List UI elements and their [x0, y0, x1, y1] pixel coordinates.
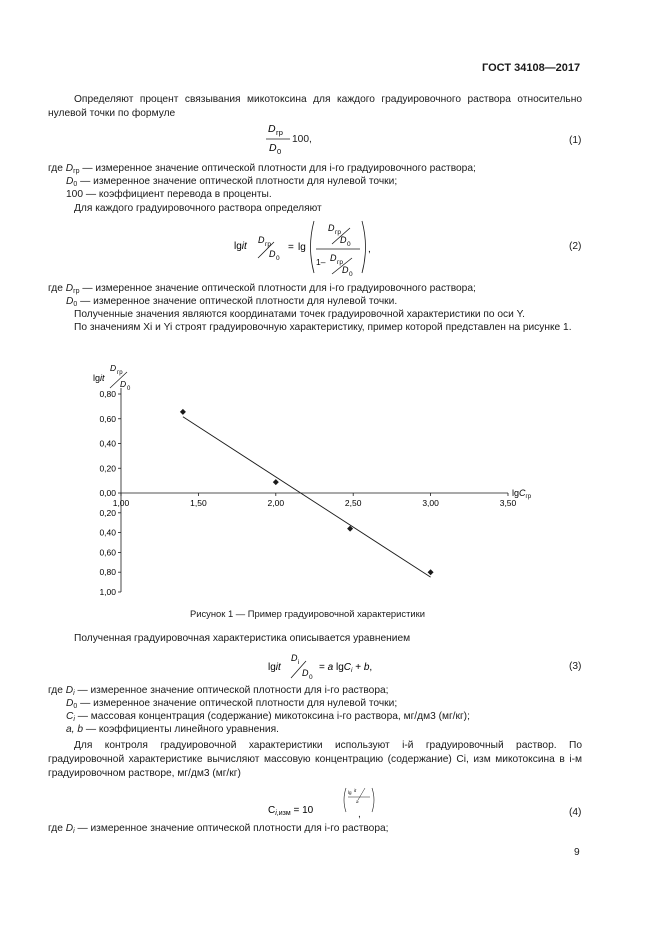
formula-3-number: (3) — [569, 661, 582, 672]
def3-ab — [66, 723, 279, 736]
svg-text:1–: 1– — [316, 257, 326, 267]
y-tick-label: 0,60 — [99, 413, 116, 424]
def4-di-text: — измеренное значение оптической плотности для i-го раствора; — [77, 823, 389, 834]
calibration-chart — [80, 360, 560, 605]
svg-text:D: D — [120, 379, 127, 389]
svg-text:D: D — [268, 123, 276, 135]
svg-text:D: D — [342, 265, 349, 275]
svg-text:,: , — [368, 244, 371, 255]
svg-text:0: 0 — [127, 386, 131, 392]
data-point — [428, 569, 434, 575]
data-point — [273, 479, 279, 485]
data-point — [180, 409, 186, 415]
def1-hundred-text: — коэффициент перевода в проценты. — [85, 189, 272, 200]
def1-hundred-sym: 100 — [66, 189, 83, 200]
svg-text:гр: гр — [276, 128, 283, 137]
def4-di: где $D_i$ — измеренное значение оптической плотности для i-го раствора; — [48, 823, 389, 835]
def3-ci: $C_i$ — массовая концентрация (содержание) микотоксина i-го раствора, мг/дм3 (мг/кг); — [66, 711, 470, 723]
svg-text:гр: гр — [117, 370, 123, 376]
def3-di: где $D_i$ — измеренное значение оптической плотности для i-го раствора; — [48, 685, 389, 697]
svg-text:0: 0 — [347, 241, 351, 248]
def3-ab-text: — коэффициенты линейного уравнения. — [85, 724, 279, 735]
svg-text:D: D — [302, 668, 309, 678]
svg-text:Ci,изм = 10: $C_i,изм = 10$ — [268, 805, 314, 817]
def2-d0: $D_0$ — измеренное значение оптической плотности для нулевой точки. — [66, 296, 398, 308]
svg-text:=: = — [288, 242, 294, 253]
x-tick-label: 2,00 — [267, 498, 285, 508]
formula-3-expression — [266, 648, 416, 682]
def2-dgr-text: — измеренное значение оптической плотности для i-го градуировочного раствора; — [82, 283, 476, 294]
svg-text:D: D — [269, 249, 276, 259]
svg-text:0: 0 — [309, 674, 313, 681]
x-tick-label: 1,00 — [112, 498, 130, 508]
svg-text:= a lgCi + b,: = a lgC$_i$ + b, — [319, 662, 373, 674]
def3-ab-sym: a, b — [66, 724, 83, 735]
formula-2-expression — [228, 216, 378, 278]
def1-d0-text: — измеренное значение оптической плотности для нулевой точки; — [80, 176, 398, 187]
figure-caption: Рисунок 1 — Пример градуировочной характеристики — [190, 608, 425, 619]
svg-text:гр: гр — [337, 259, 343, 266]
def2-d0-text: — измеренное значение оптической плотности для нулевой точки. — [80, 296, 398, 307]
def1-d0: $D_0$ — измеренное значение оптической плотности для нулевой точки; — [66, 176, 398, 188]
intro-paragraph: Определяют процент связывания микотоксина для каждого градуировочного раствора относительно нулевой точки по формуле — [48, 94, 582, 119]
def3-d0-text: — измеренное значение оптической плотности для нулевой точки; — [80, 698, 398, 709]
y-tick-label: 0,20 — [99, 463, 116, 474]
y-tick-label: 0,00 — [99, 488, 116, 498]
svg-text:a: a — [356, 799, 359, 804]
standard-header: ГОСТ 34108—2017 — [482, 62, 581, 74]
formula-2-number: (2) — [569, 241, 582, 252]
svg-text:D: D — [291, 653, 298, 663]
def3-d0: $D_0$ — измеренное значение оптической плотности для нулевой точки; — [66, 698, 398, 710]
y-tick-label: 0,80 — [99, 389, 116, 399]
svg-text:lgit: lgit — [268, 662, 281, 673]
formula-1-number: (1) — [569, 135, 582, 146]
def3-ci-text: — массовая концентрация (содержание) микотоксина i-го раствора, мг/дм3 (мг/кг); — [77, 711, 470, 722]
def1-dgr-text: — измеренное значение оптической плотности для i-го градуировочного раствора; — [82, 163, 476, 174]
svg-text:lgit: lgit — [234, 241, 247, 252]
para-build: По значениям Xi и Yi строят градуировочную характеристику, пример которой представлен на рисунке 1. — [74, 322, 572, 333]
para-eq: Полученная градуировочная характеристика описывается уравнением — [74, 633, 411, 644]
y-tick-label: 1,00 — [99, 587, 116, 597]
def2-dgr: где $D_{гр}$ — измеренное значение оптической плотности для i-го градуировочного раствора; — [48, 283, 476, 295]
svg-text:D: D — [258, 235, 265, 245]
svg-text:D: D — [328, 223, 335, 233]
formula-4-number: (4) — [569, 807, 582, 818]
svg-text:D: D — [269, 142, 277, 154]
svg-text:0: 0 — [349, 271, 353, 278]
para-coords: Полученные значения являются координатами точек градуировочной характеристики по оси Y. — [74, 309, 525, 320]
formula-2-lg: lg — [298, 242, 306, 253]
x-tick-label: 3,00 — [422, 498, 439, 508]
svg-text:i: i — [298, 659, 300, 666]
svg-text:lgit: lgit — [93, 373, 105, 383]
svg-text:lg: lg — [348, 790, 352, 795]
svg-text:D: D — [340, 235, 347, 245]
svg-text:гр: гр — [335, 229, 341, 236]
y-tick-label: 0,60 — [99, 547, 116, 558]
fit-line — [183, 417, 431, 577]
svg-text:it: it — [354, 788, 357, 793]
y-tick-label: 0,20 — [99, 507, 116, 518]
x-tick-label: 2,50 — [344, 498, 362, 508]
svg-text:гр: гр — [265, 241, 271, 248]
page-number: 9 — [574, 847, 580, 858]
svg-text:0: 0 — [277, 147, 282, 156]
def3-di-text: — измеренное значение оптической плотности для i-го раствора; — [77, 685, 389, 696]
y-tick-label: 0,40 — [99, 438, 116, 449]
x-tick-label: 1,50 — [190, 498, 207, 508]
svg-text:D: D — [110, 363, 117, 373]
y-tick-label: 0,80 — [99, 567, 116, 578]
def1-dgr: где $D_{гр}$ — измеренное значение оптической плотности для i-го градуировочного раствора; — [48, 163, 476, 175]
x-axis-label: lgC$_{гр}$ — [512, 488, 532, 500]
x-tick-label: 3,50 — [499, 498, 517, 508]
svg-text:0: 0 — [276, 255, 280, 262]
para-each: Для каждого градуировочного раствора определяют — [74, 203, 322, 214]
svg-text:D: D — [330, 253, 337, 263]
formula-1-factor: 100, — [292, 134, 312, 145]
def1-hundred — [66, 188, 272, 201]
y-tick-label: 0,40 — [99, 527, 116, 538]
para-control: Для контроля градуировочной характеристики используют i-й градуировочный раствор. По градуировочной характеристике вычисляют массовую концентрацию (содержание) Ci, изм микотоксина в i-м градуировочном растворе, мг/дм3 (мг/кг) — [48, 740, 582, 779]
